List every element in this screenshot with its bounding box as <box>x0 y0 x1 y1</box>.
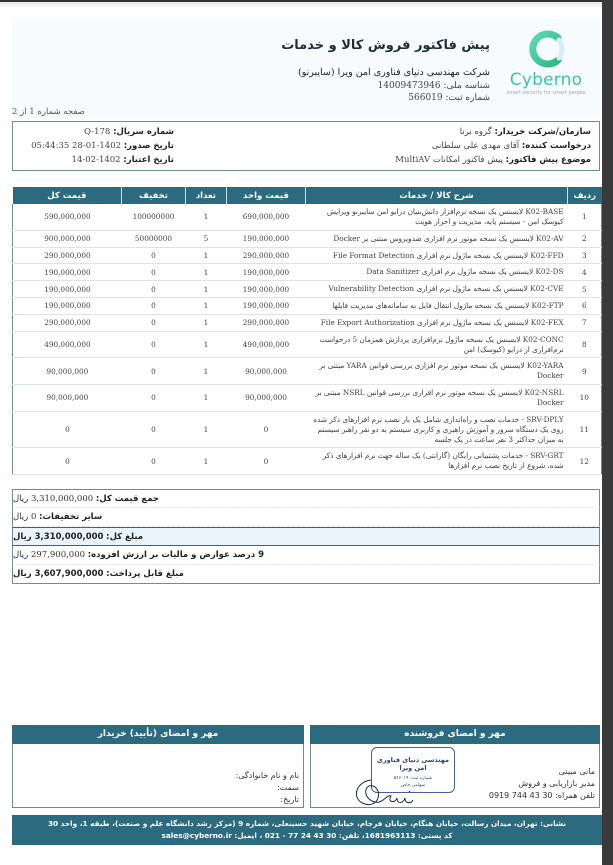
total-price-cell: 900,000,000 <box>13 230 122 247</box>
cyberno-ring-icon <box>525 28 567 70</box>
subject-label: موضوع پیش فاکتور: <box>505 155 591 165</box>
col-header-unit-price: قیمت واحد <box>227 187 306 204</box>
row-number-cell: 2 <box>568 230 602 247</box>
seller-signature-title: مهر و امضای فروشنده <box>310 725 600 744</box>
payable-label: مبلغ قابل پرداخت: <box>106 569 184 579</box>
description-cell: K02-DS لایسنس یک نسخه ماژول نرم افزاری Data Sanitizer <box>305 264 567 281</box>
table-row <box>13 298 602 315</box>
buyer-signature-title: مهر و امضای (تأیید) خریدار <box>12 725 304 744</box>
col-header-total-price: قیمت کل <box>13 187 122 204</box>
table-row <box>13 385 602 412</box>
row-number-cell: 3 <box>568 247 602 264</box>
unit-price-cell: 490,000,000 <box>227 331 306 358</box>
description-cell: K02-CONC لایسنس یک نسخه ماژول نرم‌افزاری پردازش همزمان 5 درخواست نرم‌افزاری از درایو (کیوسک) امن <box>305 331 567 358</box>
quantity-cell: 1 <box>185 298 227 315</box>
col-header-discount: تخفیف <box>122 187 185 204</box>
unit-price-cell: 90,000,000 <box>227 385 306 412</box>
row-number-cell: 7 <box>568 314 602 331</box>
subject-field <box>395 155 591 165</box>
quantity-cell: 1 <box>185 385 227 412</box>
viewer-scrollbar-track[interactable] <box>602 0 613 865</box>
row-number-cell: 4 <box>568 264 602 281</box>
total-price-cell: 590,000,000 <box>13 204 122 230</box>
row-number-cell: 5 <box>568 281 602 298</box>
discount-cell: 0 <box>122 298 185 315</box>
table-row <box>13 247 602 264</box>
quantity-cell: 1 <box>185 448 227 475</box>
total-price-cell: 0 <box>13 411 122 448</box>
total-price-cell: 190,000,000 <box>13 264 122 281</box>
table-row <box>13 230 602 247</box>
discount-cell: 0 <box>122 247 185 264</box>
quantity-cell: 1 <box>185 204 227 230</box>
total-price-cell: 90,000,000 <box>13 385 122 412</box>
description-cell: K02-NSRL لایسنس یک نسخه موتور نرم افزاری بررسی قوانین NSRL مبتنی بر Docker <box>305 385 567 412</box>
description-cell: SRV-DPLY - خدمات نصب و راه‌اندازی شامل یک بار نصب نرم افزارهای ذکر شده روی یک دستگاه سرور و آموزش راهبری و کاربری سیستم به دو نفر راهبر سیستم به میزان حداکثر 3 نفر ساعت در یک جلسه <box>305 411 567 448</box>
seller-name: مانی مبینی <box>558 767 595 776</box>
company-logo <box>498 24 594 114</box>
total-price-cell: 290,000,000 <box>13 247 122 264</box>
buyer-label: سازمان/شرکت خریدار: <box>494 127 591 137</box>
vat-row <box>12 546 600 565</box>
invoice-header <box>12 18 600 118</box>
quantity-cell: 1 <box>185 358 227 385</box>
total-amount-label: مبلغ کل: <box>106 532 144 542</box>
requester-label: درخواست کننده: <box>521 141 591 151</box>
issue-date-field <box>31 141 174 151</box>
unit-price-cell: 690,000,000 <box>227 204 306 230</box>
buyer-signature-box <box>12 725 304 808</box>
table-row <box>13 281 602 298</box>
total-price-cell: 190,000,000 <box>13 298 122 315</box>
description-cell: K02-YARA لایسنس یک نسخه موتور نرم افزاری بررسی قوانین YARA مبتنی بر Docker <box>305 358 567 385</box>
buyer-field <box>460 127 591 137</box>
row-number-cell: 12 <box>568 448 602 475</box>
buyer-date-label: تاریخ: <box>280 795 299 804</box>
discount-cell: 100000000 <box>122 204 185 230</box>
totals-box <box>12 489 600 584</box>
description-cell: K02-BASE لایسنس یک نسخه نرم‌افزار دانش‌بنیان درایو امن سایبرنو ویرایش کیوسک امن - سیستم پایه، مدیریت و احراز هویت <box>305 204 567 230</box>
discount-cell: 0 <box>122 411 185 448</box>
quantity-cell: 1 <box>185 411 227 448</box>
total-amount-value: 3,310,000,000 ریال <box>13 532 104 542</box>
unit-price-cell: 290,000,000 <box>227 247 306 264</box>
discount-cell: 0 <box>122 314 185 331</box>
seller-signature-body <box>310 744 600 808</box>
unit-price-cell: 90,000,000 <box>227 358 306 385</box>
discount-cell: 0 <box>122 331 185 358</box>
row-number-cell: 11 <box>568 411 602 448</box>
col-header-row-no: ردیف <box>568 187 602 204</box>
national-id: شناسه ملی: 14009473946 <box>377 81 490 91</box>
vat-value: 297,900,000 ریال <box>13 550 86 560</box>
handwritten-signature-icon <box>349 774 429 808</box>
buyer-value: گروه برنا <box>459 127 492 137</box>
serial-field <box>84 127 174 137</box>
serial-value: Q-178 <box>83 127 111 137</box>
quantity-cell: 1 <box>185 264 227 281</box>
discount-cell: 0 <box>122 448 185 475</box>
total-price-cell: 190,000,000 <box>13 281 122 298</box>
other-discounts-label: سایر تخفیفات: <box>39 512 103 522</box>
payable-value: 3,607,900,000 ریال <box>13 569 104 579</box>
table-row <box>13 358 602 385</box>
footer-contact: کد پستی: 1681963113، تلفن: 30 43 24 77 - 021 ، ایمیل: sales@cyberno.ir <box>161 831 453 840</box>
table-row <box>13 314 602 331</box>
row-number-cell: 1 <box>568 204 602 230</box>
buyer-position-label: سمت: <box>277 783 299 792</box>
description-cell: SRV-GRT - خدمات پشتیبانی رایگان (گارانتی) یک ساله جهت نرم افزارهای ذکر شده، شروع از تاریخ نصب نرم افزارها <box>305 448 567 475</box>
footer-address: نشانی: تهران، میدان رسالت، خیابان هنگام، خیابان فرجام، خیابان شهید حسینعلی، شماره 9 (مرکز رشد دانشگاه علم و صنعت)، طبقه 1، واحد 30 <box>47 819 567 828</box>
unit-price-cell: 190,000,000 <box>227 264 306 281</box>
registration-number: شماره ثبت: 566019 <box>408 93 490 103</box>
description-cell: K02-FTP لایسنس یک نسخه ماژول انتقال فایل به سامانه‌های مدیریت فایلها <box>305 298 567 315</box>
requester-value: آقای مهدی علی سلطانی <box>431 141 520 151</box>
logo-wordmark: Cyberno <box>509 70 583 90</box>
logo-tagline: smart security for smart people <box>506 90 586 96</box>
vat-label: 9 درصد عوارض و مالیات بر ارزش افزوده: <box>87 550 264 560</box>
items-table <box>12 187 602 475</box>
serial-label: شماره سریال: <box>113 127 174 137</box>
invoice-page <box>12 0 602 865</box>
row-number-cell: 10 <box>568 385 602 412</box>
table-row <box>13 204 602 230</box>
issue-date-value: 1402-01-28 05:44:35 <box>31 141 122 151</box>
buyer-fields <box>236 770 299 806</box>
row-number-cell: 6 <box>568 298 602 315</box>
table-row <box>13 331 602 358</box>
discount-cell: 50000000 <box>122 230 185 247</box>
quantity-cell: 5 <box>185 230 227 247</box>
document-title: پیش فاکتور فروش کالا و خدمات <box>281 38 490 53</box>
other-discounts-value: 0 ریال <box>13 512 37 522</box>
quantity-cell: 1 <box>185 281 227 298</box>
subject-value: پیش فاکتور امکانات MultiAV <box>395 155 503 165</box>
description-cell: K02-AV لایسنس یک نسخه موتور نرم افزاری ضدویروس مبتنی بر Docker <box>305 230 567 247</box>
total-price-cell: 290,000,000 <box>13 314 122 331</box>
other-discounts-row <box>12 508 600 527</box>
unit-price-cell: 0 <box>227 411 306 448</box>
unit-price-cell: 190,000,000 <box>227 230 306 247</box>
unit-price-cell: 0 <box>227 448 306 475</box>
table-row <box>13 264 602 281</box>
sum-value: 3,310,000,000 ریال <box>13 494 94 504</box>
seller-position: مدیر بازاریابی و فروش <box>518 779 595 788</box>
description-cell: K02-CVE لایسنس یک نسخه ماژول نرم افزاری Vulnerability Detection <box>305 281 567 298</box>
seller-phone: تلفن همراه: 30 43 744 0919 <box>488 791 595 800</box>
stamp-company-name: مهندسی دنیای فناوری امن ویرا <box>376 756 450 772</box>
discount-cell: 0 <box>122 385 185 412</box>
table-row <box>13 411 602 448</box>
quantity-cell: 1 <box>185 314 227 331</box>
unit-price-cell: 190,000,000 <box>227 298 306 315</box>
unit-price-cell: 290,000,000 <box>227 314 306 331</box>
payable-row <box>12 565 600 584</box>
col-header-quantity: تعداد <box>185 187 227 204</box>
row-number-cell: 9 <box>568 358 602 385</box>
issue-date-label: تاریخ صدور: <box>123 141 174 151</box>
invoice-info-box <box>12 121 600 171</box>
sum-row <box>12 489 600 508</box>
seller-signature-box <box>310 725 600 808</box>
sum-label: جمع قیمت کل: <box>95 494 160 504</box>
total-price-cell: 490,000,000 <box>13 331 122 358</box>
stamp-company-type: سهامی خاص <box>400 783 426 788</box>
col-header-description: شرح کالا / خدمات <box>305 187 567 204</box>
page-footer <box>12 815 602 845</box>
validity-date-value: 1402-02-14 <box>71 155 121 165</box>
discount-cell: 0 <box>122 281 185 298</box>
description-cell: K02-FFD لایسنس یک نسخه ماژول نرم افزاری File Format Detection <box>305 247 567 264</box>
validity-date-label: تاریخ اعتبار: <box>123 155 174 165</box>
items-table-header <box>13 187 602 204</box>
company-name: شرکت مهندسی دنیای فناوری امن ویرا (سایبرنو) <box>298 67 490 78</box>
total-amount-row <box>12 527 600 546</box>
total-price-cell: 90,000,000 <box>13 358 122 385</box>
page-number: صفحه شماره 1 از 2 <box>12 107 85 117</box>
buyer-name-label: نام و نام خانوادگی: <box>235 771 299 780</box>
requester-field <box>432 141 591 151</box>
quantity-cell: 1 <box>185 331 227 358</box>
row-number-cell: 8 <box>568 331 602 358</box>
discount-cell: 0 <box>122 358 185 385</box>
description-cell: K02-FEX لایسنس یک نسخه ماژول نرم افزاری File Export Authorization <box>305 314 567 331</box>
table-row <box>13 448 602 475</box>
discount-cell: 0 <box>122 264 185 281</box>
buyer-signature-body <box>12 744 304 808</box>
seller-contact-lines <box>489 766 595 802</box>
validity-date-field <box>72 155 174 165</box>
unit-price-cell: 190,000,000 <box>227 281 306 298</box>
quantity-cell: 1 <box>185 247 227 264</box>
total-price-cell: 0 <box>13 448 122 475</box>
stamp-registration: شماره ثبت: ۵۶۶۰۱۹ <box>393 776 433 781</box>
